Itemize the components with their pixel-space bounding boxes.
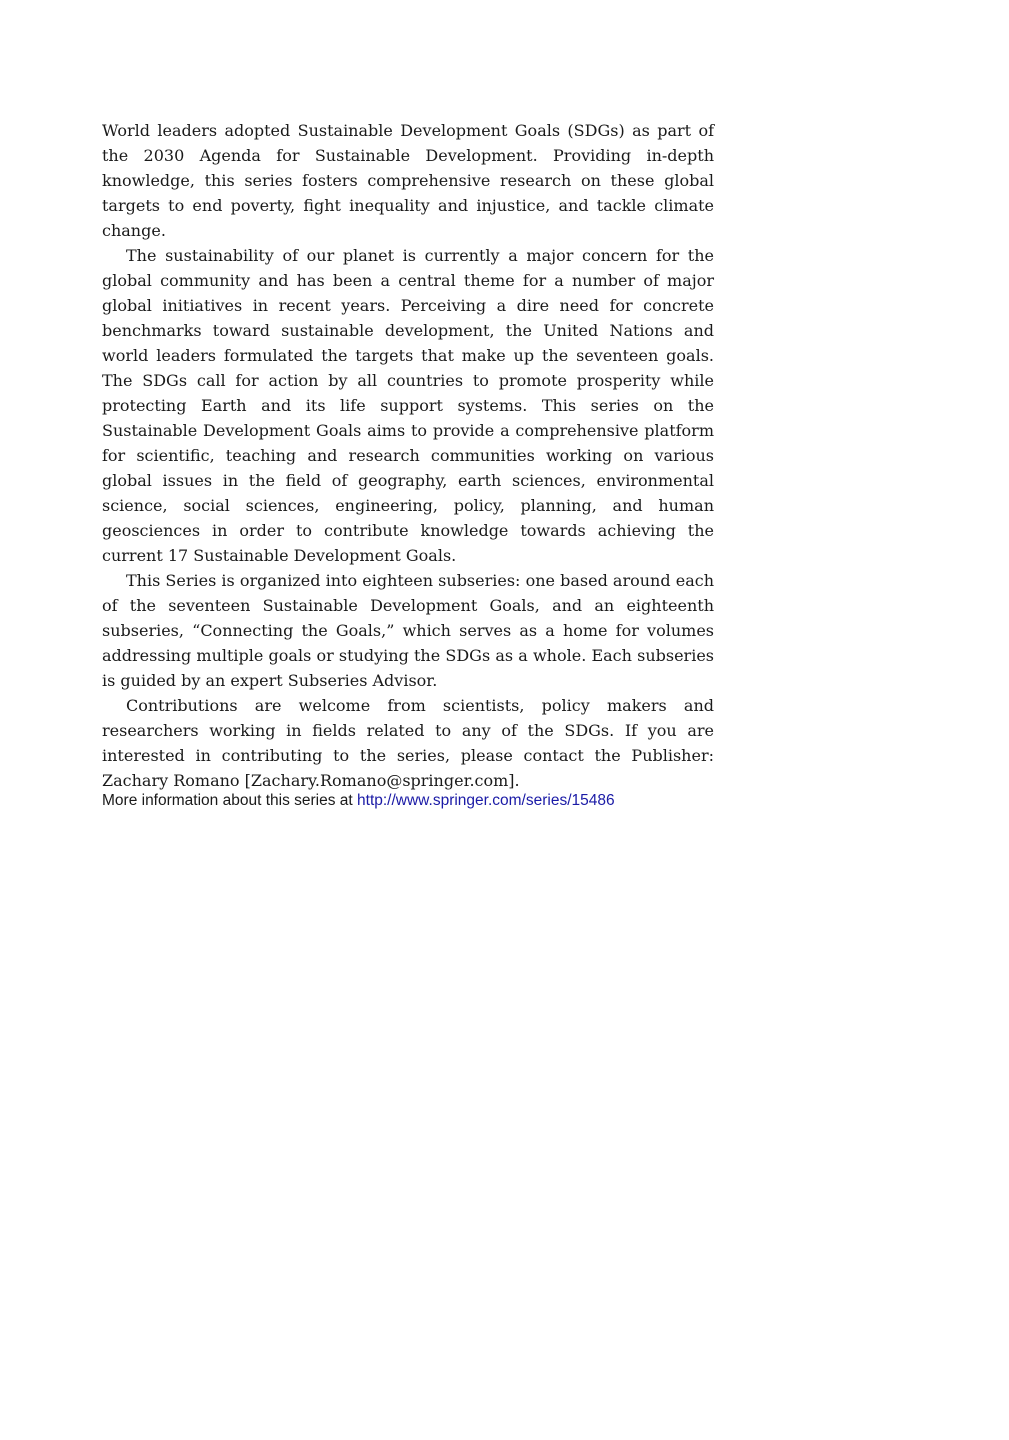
series-description (102, 118, 714, 793)
more-information-line (102, 790, 802, 812)
paragraph-contributions: Contributions are welcome from scientists, policy makers and researchers working in fields related to any of the SDGs. If you are interested in contributing to the series, please contact the Publisher: Zachary Romano [Zachary.Romano@springer.com]. (102, 696, 714, 790)
paragraph-intro: World leaders adopted Sustainable Development Goals (SDGs) as part of the 2030 Agenda for Sustainable Development. Providing in-depth knowledge, this series fosters comprehensive research on these global targets to end poverty, fight inequality and injustice, and tackle climate change. (102, 121, 714, 240)
more-information-label: More information about this series at (102, 792, 358, 809)
series-link[interactable]: http://www.springer.com/series/15486 (357, 792, 615, 809)
paragraph-subseries: This Series is organized into eighteen subseries: one based around each of the seventeen Sustainable Development Goals, and an eighteenth subseries, “Connecting the Goals,” which serves as a home for volumes addressing multiple goals or studying the SDGs as a whole. Each subseries is guided by an expert Subseries Advisor. (102, 571, 714, 690)
paragraph-sustainability: The sustainability of our planet is currently a major concern for the global community and has been a central theme for a number of major global initiatives in recent years. Perceiving a dire need for concrete benchmarks toward sustainable development, the United Nations and world leaders formulated the targets that make up the seventeen goals. The SDGs call for action by all countries to promote prosperity while protecting Earth and its life support systems. This series on the Sustainable Development Goals aims to provide a comprehensive platform for scientific, teaching and research communities working on various global issues in the field of geography, earth sciences, environmental science, social sciences, engineering, policy, planning, and human geosciences in order to contribute knowledge towards achieving the current 17 Sustainable Development Goals. (102, 246, 714, 565)
